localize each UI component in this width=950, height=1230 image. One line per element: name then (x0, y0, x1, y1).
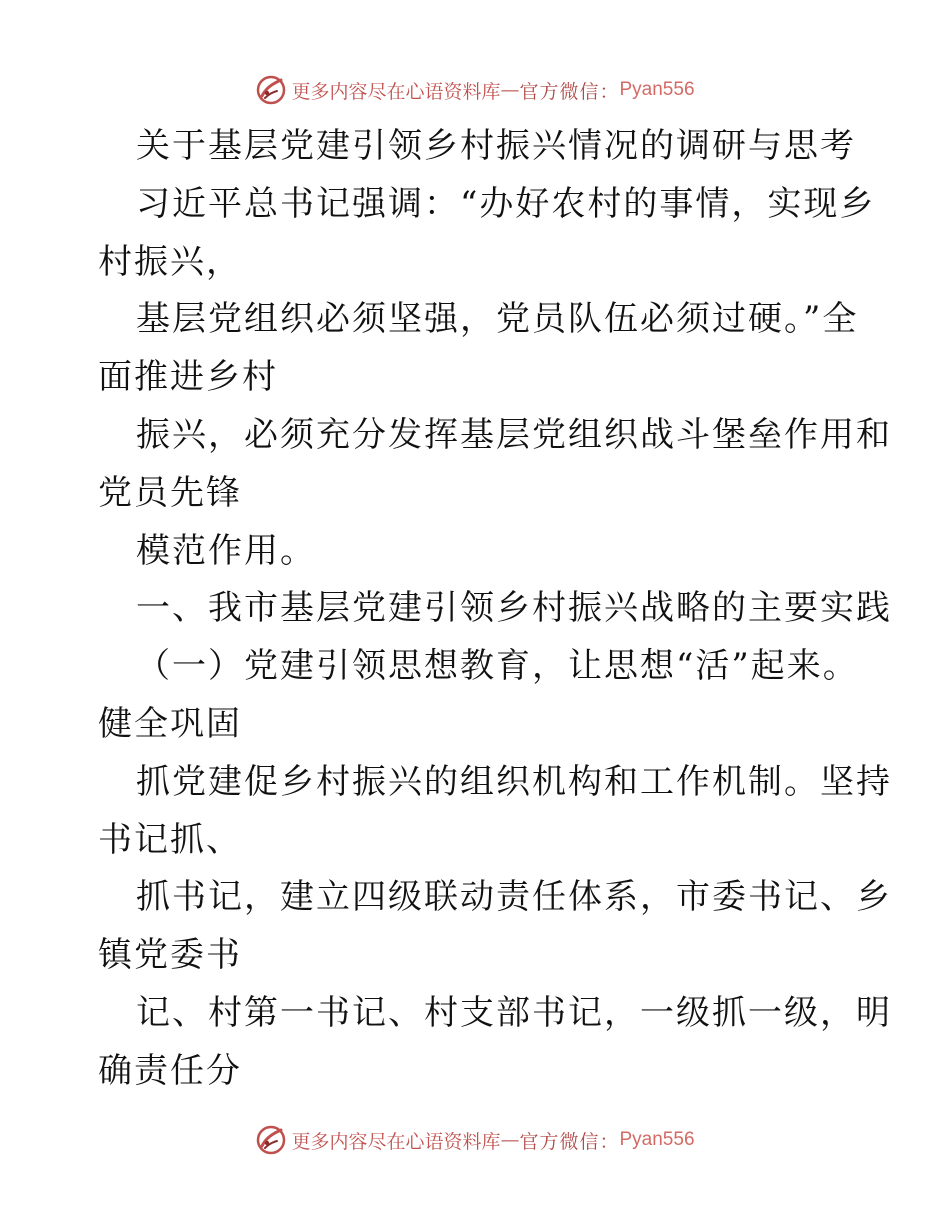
text-line: 书记抓、 (98, 819, 242, 860)
brush-logo-icon (255, 1124, 287, 1156)
text-line: 振兴，必须充分发挥基层党组织战斗堡垒作用和 (136, 414, 892, 455)
text-line: 习近平总书记强调：“办好农村的事情，实现乡 (136, 183, 876, 224)
text-line: 党员先锋 (98, 472, 242, 513)
watermark-separator: — (500, 1129, 520, 1151)
document-body (0, 118, 950, 1101)
subsection-heading: （一）党建引领思想教育，让思想“活”起来。 (136, 646, 859, 687)
text-line: 模范作用。 (136, 530, 316, 571)
watermark-wechat-id: Pyan556 (619, 79, 695, 100)
text-line: 抓党建促乡村振兴的组织机构和工作机制。坚持 (136, 761, 892, 802)
section-heading: 一、我市基层党建引领乡村振兴战略的主要实践 (136, 588, 892, 629)
text-line: 镇党委书 (98, 935, 242, 976)
document-title: 关于基层党建引领乡村振兴情况的调研与思考 (136, 126, 856, 166)
text-line: 记、村第一书记、村支部书记，一级抓一级，明 (136, 992, 892, 1033)
watermark-wechat-id: Pyan556 (619, 1129, 695, 1150)
text-line: 基层党组织必须坚强，党员队伍必须过硬。”全 (136, 299, 859, 340)
text-line: 健全巩固 (98, 703, 242, 744)
text-line: 抓书记，建立四级联动责任体系，市委书记、乡 (136, 877, 892, 918)
watermark-wechat-label: 官方微信： (519, 1130, 620, 1153)
text-line: 面推进乡村 (98, 357, 278, 398)
watermark-wechat-label: 官方微信： (519, 80, 620, 103)
watermark-separator: — (500, 79, 520, 101)
text-line: 确责任分 (98, 1050, 242, 1091)
footer-watermark (0, 1120, 950, 1160)
header-watermark (0, 70, 950, 110)
text-line: 村振兴， (98, 241, 242, 282)
watermark-site-text: 更多内容尽在心语资料库 (291, 1130, 501, 1153)
watermark-site-text: 更多内容尽在心语资料库 (291, 80, 501, 103)
brush-logo-icon (255, 74, 287, 106)
